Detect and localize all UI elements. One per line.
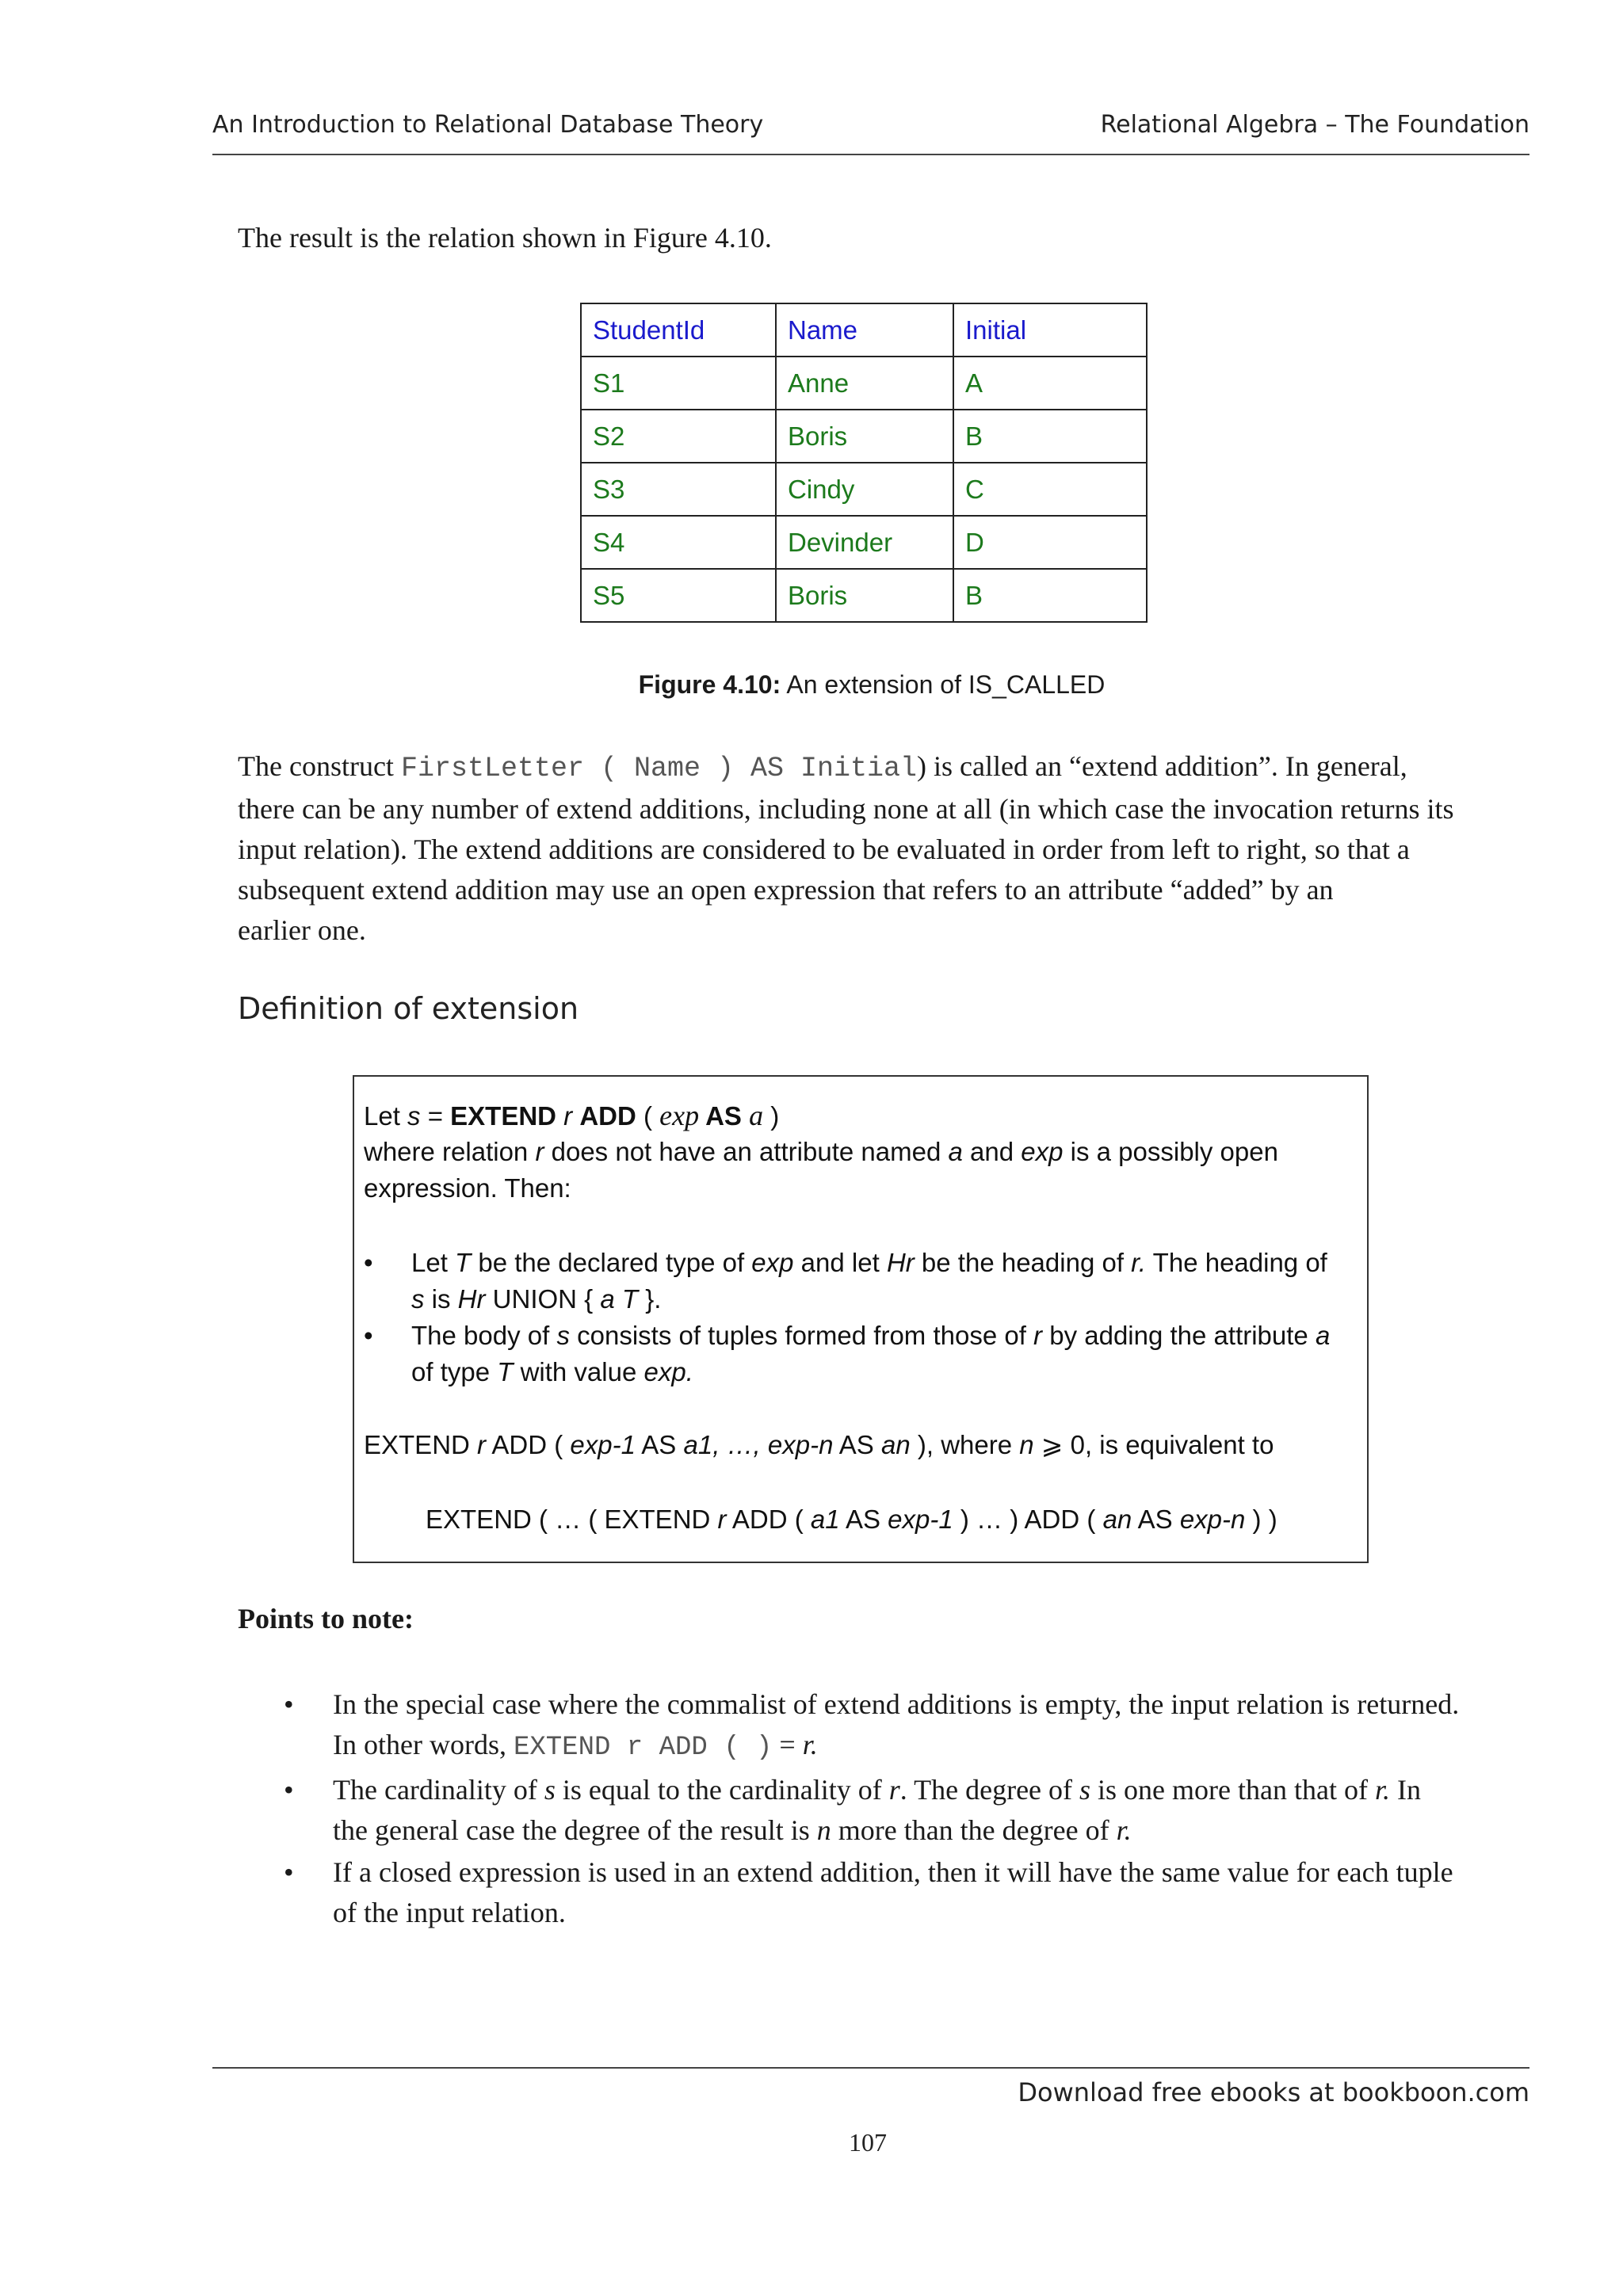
- text-run: ): [763, 1101, 780, 1131]
- var-r: r: [477, 1430, 487, 1459]
- table-row: [581, 516, 1147, 569]
- add-keyword: ADD: [579, 1101, 636, 1131]
- extend-keyword: EXTEND: [450, 1101, 557, 1131]
- var-s: s: [407, 1101, 421, 1131]
- figure-label: Figure 4.10:: [638, 670, 781, 699]
- var-r: r.: [1116, 1814, 1132, 1846]
- text-run: is equal to the cardinality of: [555, 1774, 889, 1806]
- text-run: AS: [1132, 1505, 1180, 1534]
- table-row: [581, 410, 1147, 463]
- text-run: ⩾ 0, is equivalent to: [1033, 1430, 1274, 1459]
- var-s: s: [1079, 1774, 1091, 1806]
- table-cell: S2: [581, 410, 776, 463]
- text-run: Let: [364, 1101, 408, 1131]
- point-bullet: •: [284, 1688, 294, 1720]
- var-a1: a1, …, exp-n: [683, 1430, 834, 1459]
- definition-box: [353, 1075, 1369, 1563]
- text-run: The body of: [411, 1321, 557, 1350]
- paragraph-line: input relation). The extend additions are considered to be evaluated in order from left to right, so that a: [238, 833, 1410, 865]
- running-header-left: An Introduction to Relational Database Theory: [212, 111, 764, 139]
- text-run: ) is called an “extend addition”. In general,: [917, 750, 1407, 782]
- text-run: and let: [793, 1248, 887, 1277]
- intro-text: The result is the relation shown in Figure 4.10.: [238, 222, 772, 254]
- equivalence-line: [426, 1501, 1277, 1538]
- point-item-2: [333, 1770, 1545, 1851]
- table-cell: S3: [581, 463, 776, 516]
- paragraph-line: earlier one.: [238, 914, 366, 946]
- bullet-line: [411, 1318, 1354, 1354]
- text-run: be the heading of: [914, 1248, 1132, 1277]
- var-exp: exp.: [643, 1357, 693, 1386]
- var-T: T: [497, 1357, 514, 1386]
- var-r: r: [535, 1137, 544, 1166]
- code-span: EXTEND r ADD ( ): [513, 1733, 773, 1763]
- point-line: of the input relation.: [333, 1897, 566, 1928]
- table-row: [581, 357, 1147, 410]
- text-run: In: [1390, 1774, 1421, 1806]
- definition-line-2: [364, 1134, 1278, 1170]
- point-bullet: •: [284, 1856, 294, 1888]
- point-line: [333, 1725, 1545, 1768]
- var-exp-n: exp-n: [1179, 1505, 1246, 1534]
- figure-caption: [0, 670, 1623, 700]
- var-a: a: [749, 1100, 764, 1131]
- bullet-line: [411, 1245, 1354, 1281]
- relation-table: [580, 303, 1148, 623]
- text-run: with value: [513, 1357, 644, 1386]
- text-run: UNION {: [485, 1284, 601, 1314]
- bullet-dot: •: [364, 1248, 373, 1277]
- table-cell: B: [953, 410, 1147, 463]
- text-run: ), where: [910, 1430, 1020, 1459]
- point-line: [333, 1810, 1545, 1851]
- as-keyword: AS: [699, 1101, 750, 1131]
- text-run: Let: [411, 1248, 456, 1277]
- text-run: is one more than that of: [1090, 1774, 1375, 1806]
- page-number: 107: [849, 2128, 887, 2157]
- text-run: of type: [411, 1357, 498, 1386]
- text-run: The construct: [238, 750, 401, 782]
- paragraph-line: subsequent extend addition may use an open expression that refers to an attribute “added” by an: [238, 874, 1334, 906]
- table-cell: Boris: [776, 410, 953, 463]
- text-run: . The degree of: [899, 1774, 1080, 1806]
- text-run: be the declared type of: [471, 1248, 752, 1277]
- text-run: the general case the degree of the result is: [333, 1814, 817, 1846]
- var-r: r: [1033, 1321, 1043, 1350]
- code-span: FirstLetter ( Name ) AS Initial: [400, 753, 918, 784]
- footer-rule: [212, 2067, 1529, 2069]
- var-an: an: [1102, 1505, 1132, 1534]
- var-r: r.: [1131, 1248, 1147, 1277]
- text-run: =: [772, 1729, 803, 1760]
- table-cell: Devinder: [776, 516, 953, 569]
- section-heading: Definition of extension: [238, 991, 579, 1026]
- column-header: Name: [776, 303, 953, 357]
- table-cell: D: [953, 516, 1147, 569]
- general-form-line: [364, 1427, 1274, 1463]
- text-run: ) … ) ADD (: [953, 1505, 1103, 1534]
- var-Hr: Hr: [886, 1248, 915, 1277]
- header-rule: [212, 154, 1529, 155]
- table-cell: B: [953, 569, 1147, 622]
- text-run: =: [420, 1101, 451, 1131]
- extend-paragraph: [238, 746, 1522, 951]
- column-header: StudentId: [581, 303, 776, 357]
- paragraph-line: there can be any number of extend additions, including none at all (in which case the invocation returns its: [238, 793, 1454, 825]
- var-a: a: [948, 1137, 963, 1166]
- text-run: is: [424, 1284, 458, 1314]
- text-run: ) ): [1245, 1505, 1277, 1534]
- text-run: consists of tuples formed from those of: [569, 1321, 1034, 1350]
- definition-line-1: [364, 1097, 779, 1135]
- text-run: by adding the attribute: [1042, 1321, 1316, 1350]
- var-exp-1: exp-1: [888, 1505, 953, 1534]
- table-cell: Boris: [776, 569, 953, 622]
- footer-download-link[interactable]: Download free ebooks at bookboon.com: [1018, 2077, 1529, 2107]
- var-exp: exp: [659, 1100, 700, 1131]
- point-line: [333, 1770, 1545, 1810]
- text-run: where relation: [364, 1137, 536, 1166]
- text-run: In other words,: [333, 1729, 514, 1760]
- text-run: does not have an attribute named: [544, 1137, 949, 1166]
- var-n: n: [816, 1814, 831, 1846]
- text-run: AS: [635, 1430, 684, 1459]
- text-run: and: [962, 1137, 1022, 1166]
- text-run: EXTEND: [364, 1430, 478, 1459]
- var-s: s: [544, 1774, 556, 1806]
- point-item-1: [333, 1684, 1545, 1768]
- table-row: [581, 569, 1147, 622]
- points-heading: Points to note:: [238, 1603, 414, 1634]
- definition-bullet-1: [411, 1245, 1354, 1318]
- var-aT: a T: [600, 1284, 639, 1314]
- text-run: ADD (: [726, 1505, 811, 1534]
- text-run: (: [636, 1101, 660, 1131]
- point-item-3: [333, 1852, 1545, 1933]
- table-cell: S5: [581, 569, 776, 622]
- var-exp: exp: [1021, 1137, 1064, 1166]
- var-s: s: [556, 1321, 570, 1350]
- figure-caption-text: An extension of IS_CALLED: [781, 670, 1106, 699]
- table-cell: S1: [581, 357, 776, 410]
- var-exp: exp: [751, 1248, 794, 1277]
- column-header: Initial: [953, 303, 1147, 357]
- text-run: The cardinality of: [333, 1774, 544, 1806]
- point-bullet: •: [284, 1774, 294, 1806]
- var-r: r: [888, 1774, 900, 1806]
- text-run: AS: [839, 1505, 888, 1534]
- point-line: If a closed expression is used in an extend addition, then it will have the same value for each tuple: [333, 1856, 1453, 1888]
- definition-bullet-2: [411, 1318, 1354, 1390]
- var-r: r.: [802, 1729, 818, 1760]
- table-cell: C: [953, 463, 1147, 516]
- var-r: r.: [1374, 1774, 1390, 1806]
- text-run: ADD (: [486, 1430, 571, 1459]
- paragraph-line: [238, 746, 1522, 789]
- running-header-right: Relational Algebra – The Foundation: [1100, 111, 1529, 139]
- bullet-dot: •: [364, 1321, 373, 1350]
- text-run: }.: [638, 1284, 662, 1314]
- table-cell: A: [953, 357, 1147, 410]
- var-T: T: [455, 1248, 472, 1277]
- var-Hr: Hr: [457, 1284, 486, 1314]
- point-line: In the special case where the commalist of extend additions is empty, the input relation is returned.: [333, 1688, 1460, 1720]
- var-s: s: [411, 1284, 425, 1314]
- definition-line-3: expression. Then:: [364, 1173, 571, 1203]
- text-run: is a possibly open: [1063, 1137, 1278, 1166]
- text-run: EXTEND ( … ( EXTEND: [426, 1505, 718, 1534]
- text-run: The heading of: [1146, 1248, 1327, 1277]
- table-header-row: [581, 303, 1147, 357]
- var-an: an: [880, 1430, 911, 1459]
- table-cell: Anne: [776, 357, 953, 410]
- var-r: r: [717, 1505, 727, 1534]
- table-cell: S4: [581, 516, 776, 569]
- var-exp-1: exp-1: [570, 1430, 636, 1459]
- text-run: AS: [833, 1430, 881, 1459]
- table-cell: Cindy: [776, 463, 953, 516]
- bullet-line: [411, 1281, 1354, 1318]
- var-n: n: [1019, 1430, 1034, 1459]
- var-a1: a1: [810, 1505, 840, 1534]
- var-a: a: [1315, 1321, 1331, 1350]
- bullet-line: [411, 1354, 1354, 1390]
- var-r: r: [556, 1101, 580, 1131]
- table-row: [581, 463, 1147, 516]
- text-run: more than the degree of: [831, 1814, 1117, 1846]
